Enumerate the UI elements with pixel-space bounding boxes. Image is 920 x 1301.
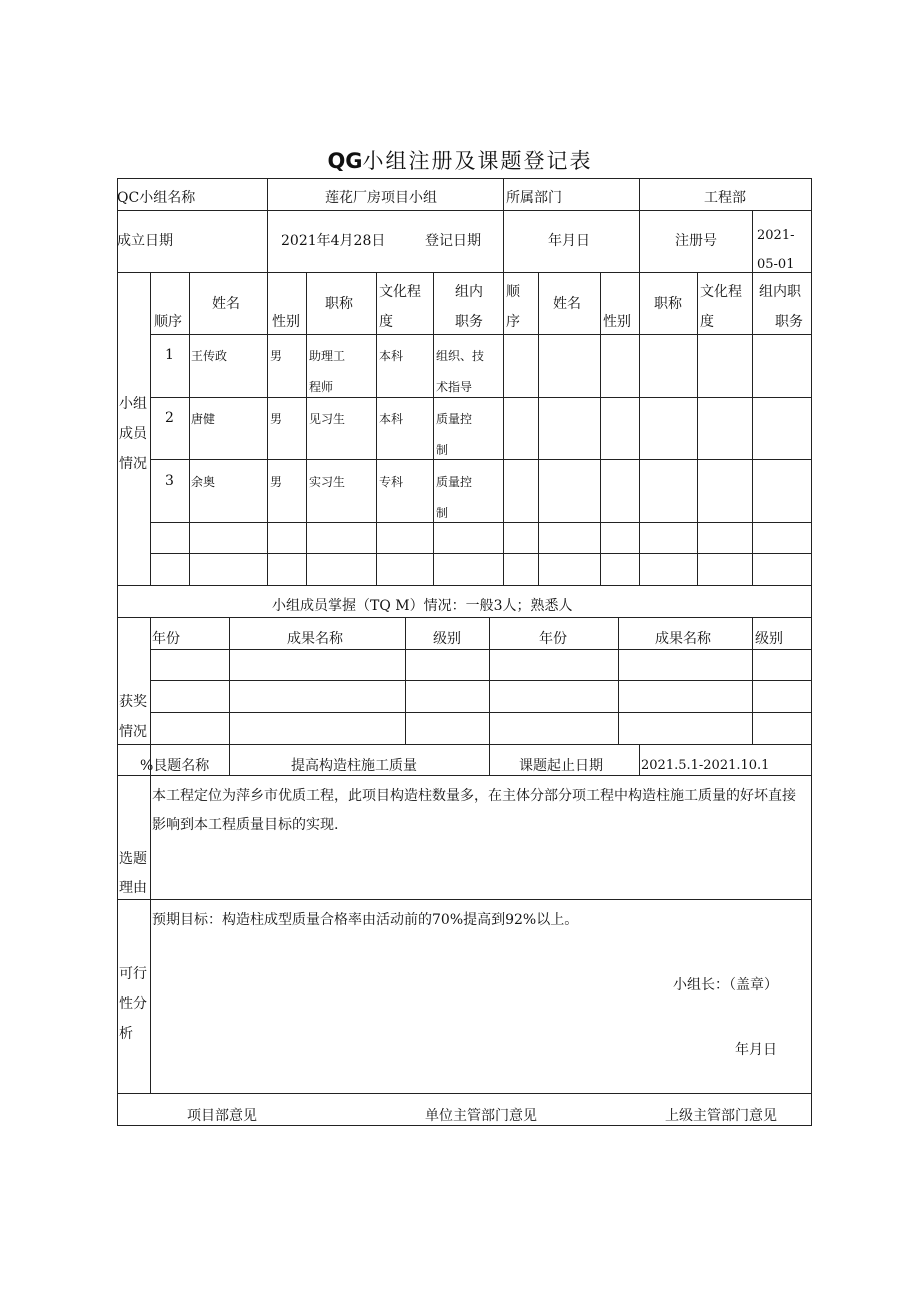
col-header-level-2: 级别 — [755, 631, 783, 647]
col-header-edu-2-cont: 度 — [700, 314, 714, 330]
col-header-edu: 文化程 — [379, 284, 421, 300]
col-line — [618, 617, 619, 745]
col-line — [503, 272, 504, 586]
col-line — [600, 272, 601, 586]
row-line — [117, 899, 812, 900]
col-line — [752, 617, 753, 745]
col-header-result: 成果名称 — [287, 631, 343, 647]
table-border-left — [117, 178, 118, 1126]
member-title-cont: 程师 — [309, 380, 334, 394]
col-line — [229, 617, 230, 745]
awards-section-label: 获奖 — [119, 694, 147, 710]
reg-date-label: 登记日期 — [425, 233, 481, 249]
topic-name: 提高构造柱施工质量 — [291, 758, 417, 774]
col-header-name: 姓名 — [212, 296, 240, 312]
col-header-name-2: 姓名 — [553, 296, 581, 312]
col-line — [229, 744, 230, 776]
col-line — [538, 272, 539, 586]
col-line — [752, 272, 753, 586]
col-header-duty-2-cont: 职务 — [775, 314, 803, 330]
row-line — [150, 522, 812, 523]
tqm-summary: 小组成员掌握（TQ M）情况：一般3人；熟悉人 — [272, 598, 573, 614]
project-dept-opinion: 项目部意见 — [187, 1108, 257, 1124]
row-line — [117, 585, 812, 586]
member-edu: 本科 — [379, 349, 404, 363]
col-line — [376, 272, 377, 586]
row-line — [150, 459, 812, 460]
title-text: 小组注册及课题登记表 — [362, 149, 593, 173]
col-line — [752, 210, 753, 273]
topic-period: 2021.5.1-2021.10.1 — [641, 758, 770, 773]
row-line — [150, 680, 812, 681]
col-header-result-2: 成果名称 — [655, 631, 711, 647]
reg-no-value-cont: 05-01 — [757, 257, 795, 272]
group-name-label: QC小组名称 — [117, 190, 196, 206]
group-name-value: 莲花厂房项目小组 — [325, 190, 437, 206]
table-border-right — [811, 178, 812, 1126]
feasibility-label: 性分 — [119, 996, 147, 1012]
col-line — [489, 617, 490, 776]
member-no: 3 — [165, 473, 174, 489]
col-header-year: 年份 — [152, 631, 180, 647]
col-header-edu-2: 文化程 — [700, 284, 742, 300]
col-header-edu-cont: 度 — [379, 314, 393, 330]
members-section-label: 情况 — [119, 456, 147, 472]
member-name: 王传政 — [191, 349, 228, 363]
col-header-title: 职称 — [325, 296, 353, 312]
member-duty: 质量控 — [436, 412, 473, 426]
dept-value: 工程部 — [704, 190, 746, 206]
col-header-level: 级别 — [433, 631, 461, 647]
row-line — [150, 397, 812, 398]
col-line — [503, 178, 504, 273]
reg-no-label: 注册号 — [675, 233, 717, 249]
row-line — [150, 553, 812, 554]
col-line — [639, 272, 640, 586]
row-line — [117, 1093, 812, 1094]
reason-label: 选题 — [119, 851, 147, 867]
col-header-year-2: 年份 — [539, 631, 567, 647]
member-name: 余奥 — [191, 475, 216, 489]
col-header-gender-2: 性别 — [603, 314, 631, 330]
founded-value: 2021年4月28日 — [281, 233, 386, 249]
topic-period-label: 课题起止日期 — [519, 758, 603, 774]
col-line — [189, 272, 190, 586]
feasibility-label: 析 — [119, 1026, 133, 1042]
row-line — [117, 210, 812, 211]
member-gender: 男 — [270, 349, 283, 363]
reg-date-value: 年月日 — [548, 233, 590, 249]
row-line — [150, 334, 812, 335]
col-header-duty-2: 组内职 — [759, 284, 801, 300]
col-line — [405, 617, 406, 745]
member-title: 见习生 — [309, 412, 346, 426]
member-edu: 专科 — [379, 475, 404, 489]
member-name: 唐健 — [191, 412, 216, 426]
title-prefix: QG — [327, 149, 363, 173]
feasibility-label: 可行 — [119, 966, 147, 982]
member-gender: 男 — [270, 475, 283, 489]
col-line — [433, 272, 434, 586]
col-line — [150, 775, 151, 1093]
col-line — [150, 272, 151, 586]
col-header-title-2: 职称 — [654, 296, 682, 312]
member-duty-cont: 制 — [436, 506, 449, 520]
page-title — [0, 145, 920, 175]
col-line — [267, 178, 268, 273]
col-line — [639, 744, 640, 776]
founded-label: 成立日期 — [117, 233, 173, 249]
col-header-duty: 组内 — [455, 284, 483, 300]
reason-text: 本工程定位为萍乡市优质工程，此项目构造柱数量多，在主体分部分项工程中构造柱施工质量的好坏直接影响到本工程质量目标的实现. — [152, 788, 796, 833]
member-title: 助理工 — [309, 349, 346, 363]
topic-label: %艮题名称 — [140, 758, 210, 774]
col-header-order: 顺序 — [154, 314, 182, 330]
member-duty: 组织、技 — [436, 349, 485, 363]
members-section-label: 小组 — [119, 396, 147, 412]
table-border-bottom — [117, 1125, 812, 1126]
row-line — [150, 712, 812, 713]
member-no: 2 — [165, 410, 174, 426]
feasibility-goal: 预期目标：构造柱成型质量合格率由活动前的70%提高到92%以上。 — [152, 912, 579, 928]
member-edu: 本科 — [379, 412, 404, 426]
row-line — [150, 649, 812, 650]
reg-no-value: 2021- — [757, 228, 795, 243]
dept-label: 所属部门 — [506, 190, 562, 206]
member-title: 实习生 — [309, 475, 346, 489]
row-line — [117, 272, 812, 273]
col-header-order-2: 顺 — [506, 284, 520, 300]
reason-label: 理由 — [119, 880, 147, 896]
col-line — [639, 178, 640, 273]
col-line — [267, 272, 268, 586]
table-border-top — [117, 178, 812, 179]
row-line — [117, 744, 812, 745]
member-no: 1 — [165, 347, 174, 363]
members-section-label: 成员 — [119, 426, 147, 442]
col-header-duty-cont: 职务 — [455, 314, 483, 330]
col-header-gender: 性别 — [272, 314, 300, 330]
feasibility-date: 年月日 — [735, 1042, 777, 1058]
awards-section-label: 情况 — [119, 724, 147, 740]
col-line — [697, 272, 698, 586]
upper-dept-opinion: 上级主管部门意见 — [665, 1108, 777, 1124]
member-duty-cont: 术指导 — [436, 380, 473, 394]
col-header-order-2-cont: 序 — [506, 314, 520, 330]
member-gender: 男 — [270, 412, 283, 426]
row-line — [117, 775, 812, 776]
member-duty: 质量控 — [436, 475, 473, 489]
col-line — [150, 617, 151, 776]
row-line — [117, 617, 812, 618]
group-leader-seal: 小组长：（盖章） — [673, 977, 778, 993]
unit-dept-opinion: 单位主管部门意见 — [425, 1108, 537, 1124]
col-line — [306, 272, 307, 586]
member-duty-cont: 制 — [436, 443, 449, 457]
